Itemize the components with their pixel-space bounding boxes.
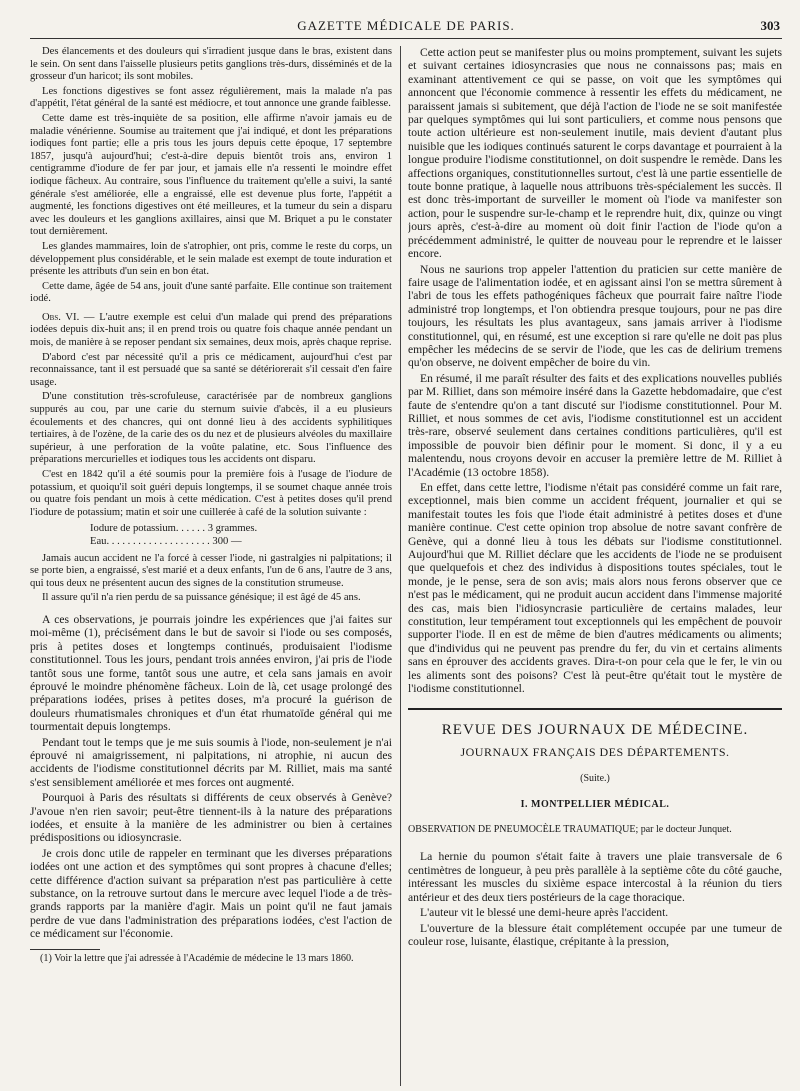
observation-label: Obs. VI. (42, 311, 80, 323)
paragraph: En effet, dans cette lettre, l'iodisme n'était pas considéré comme un fait rare, exceptionnel, mais bien comme un accident fréquent, journalier et qui se manifestait toutes les fois que l'iode était administré à petites doses et d'une manière continue. C'est cette opinion trop absolue de notre savant confrère de Genève, qui a donné lieu à tous les débats sur l'iodisme constitutionnel. Aujourd'hui que M. Rilliet déclare que les accidents de l'iode ne se produisent que quelquefois et chez des individus à dispositions toutes spéciales, tout le monde, je le pense, sera de son avis; mais alors nous ferons observer que ce n'est pas le médicament, qui ne produit aucun accident dans l'immense majorité des cas, mais bien l'idiosyncrasie particulière de certains malades, leur constitution, leur tempérament tout exceptionnels qui les empêchent de pouvoir supporter l'iode. Il en est de même de bien d'autres médicaments ou aliments; que d'individus qui ne peuvent pas prendre du fer, du vin et certains aliments sans en éprouver des accidents graves. Dira-t-on pour cela que le fer, le vin ou les aliments sont des poisons? C'est là peut-être qu'était tout le mystère de l'iodisme constitutionnel. (408, 481, 782, 696)
page-header (30, 16, 782, 39)
formula-line: Eau. . . . . . . . . . . . . . . . . . . . 300 — (90, 535, 242, 547)
paragraph: C'est en 1842 qu'il a été soumis pour la première fois à l'usage de l'iodure de potassium, et quoiqu'il soit guéri depuis longtemps, il se soumet chaque année trois ou quatre fois pendant un mois à cette médication. C'est à petites doses qu'il prend l'iodure de potassium; matin et soir une cuillerée à café de la solution suivante : (30, 469, 392, 518)
paragraph: D'une constitution très-scrofuleuse, caractérisée par de nombreux ganglions suppurés au cou, par une carie du sternum suivie d'abcès, il a eu plusieurs écoulements et des chancres, qui ont donné lieu à des accidents syphilitiques tertiaires, à de l'ozène, de la carie des os du nez et de plusieurs alvéoles du maxillaire supérieur, à une perforation de la voûte palatine, etc. Sous l'influence des préparations mercurielles et iodiques tous les accidents ont disparu. (30, 391, 392, 466)
paragraph: Les fonctions digestives se font assez régulièrement, mais la malade n'a pas d'appétit, l'état général de la santé est médiocre, et tout annonce une grande faiblesse. (30, 85, 392, 110)
column-divider (400, 46, 401, 1086)
right-column (408, 46, 782, 1086)
paragraph: Il assure qu'il n'a rien perdu de sa puissance génésique; il est âgé de 45 ans. (42, 592, 361, 604)
paragraph: D'abord c'est par nécessité qu'il a pris ce médicament, aujourd'hui c'est par reconnaissance, tant il est persuadé que sa santé se détériorerait s'il cessait d'en faire usage. (30, 351, 392, 388)
journal-title: GAZETTE MÉDICALE DE PARIS. (297, 18, 515, 33)
paragraph: Cette dame, âgée de 54 ans, jouit d'une santé parfaite. Elle continue son traitement iodé. (30, 280, 392, 305)
left-column (30, 46, 392, 1086)
observation-heading: OBSERVATION DE PNEUMOCÈLE TRAUMATIQUE; par le docteur Junquet. (408, 823, 732, 835)
continued-note: (Suite.) (580, 772, 610, 784)
paragraph: Pendant tout le temps que je me suis soumis à l'iode, non-seulement je n'ai éprouvé ni amaigrissement, ni palpitations, ni atrophie, ni aucun des accidents de l'iodisme constitutionnel décrits par M. Rilliet, mais ma santé s'est sensiblement améliorée et mes forces ont augmenté. (30, 735, 392, 789)
paragraph: Je crois donc utile de rappeler en terminant que les diverses préparations iodées ont une action et des symptômes qui sont propres à chacune d'elles; cette différence d'action suivant sa préparation n'est pas particulière à cette substance, on la retrouve surtout dans le mercure avec lequel l'iode a de très-grands rapports par la manière d'agir. Mais un point qu'il ne faut jamais perdre de vue dans l'administration des préparations iodées, c'est l'action de ce médicament sur l'économie. (30, 846, 392, 941)
formula-line: Iodure de potassium. . . . . . 3 grammes. (90, 523, 258, 535)
paragraph: A ces observations, je pourrais joindre les expériences que j'ai faites sur moi-même (1), précisément dans le but de savoir si l'iode ou ses composés, pris à petites doses et longtemps continués, produisaient l'iodisme constitutionnel. Tous les jours, pendant trois années environ, j'ai pris de l'iode tantôt sous une forme, tantôt sous une autre, et cela sans jamais en avoir éprouvé le moindre phénomène fâcheux. Loin de là, cet usage prolongé des préparations iodées, prises à petites doses, m'a procuré la guérison de douleurs rhumatismales chroniques et d'un état rhumatoïde général qui me tourmentait depuis longtemps. (30, 612, 392, 734)
section-subtitle: JOURNAUX FRANÇAIS DES DÉPARTEMENTS. (460, 745, 730, 760)
prescription-formula (90, 523, 392, 548)
observation-text: — L'autre exemple est celui d'un malade qui prend des préparations iodées depuis dix-huit ans; il en prend trois ou quatre fois chaque année pendant un mois, de manière à se reposer pendant six semaines, deux mois, après chaque reprise. (30, 311, 392, 349)
paragraph: Jamais aucun accident ne l'a forcé à cesser l'iode, ni gastralgies ni palpitations; il se porte bien, a engraissé, s'est marié et a deux enfants, l'un de 6 ans, l'autre de 3 ans, qui tous deux ne présentent aucun des signes de la constitution strumeuse. (30, 552, 392, 589)
paragraph: Cette action peut se manifester plus ou moins promptement, suivant les sujets et suivant certaines idiosyncrasies que nous ne connaissons pas; mais en examinant attentivement ce qui se passe, on voit que les symptômes qui annoncent que l'économie commence à ressentir les effets du médicament, ne paraissent jamais si subitement, que déjà l'action de l'iode ne se soit manifestée par quelques symptômes qui lui sont particuliers, et comme nous pensons que toute action ultérieure est non-seulement inutile, mais devient d'autant plus nuisible que les iodiques continués saturent le corps davantage et pourraient à la longue produire l'iodisme constitutionnel, on doit suspendre le remède. Dans les affections organiques, constitutionnelles surtout, c'est là une partie essentielle de toute bonne pratique, à laquelle nous attribuons très-spécialement les succès. Il est donc très-important de surveiller le moment où l'iode va manifester son action, pour le suspendre sur-le-champ et le reprendre huit, dix, quinze ou vingt jours après, c'est-à-dire au moment où doit finir l'action de l'iode qu'on a précédemment administré, le quitter de nouveau pour le reprendre et le laisser encore. (408, 46, 782, 261)
footnote: (1) Voir la lettre que j'ai adressée à l'Académie de médecine le 13 mars 1860. (40, 952, 354, 964)
section-title: REVUE DES JOURNAUX DE MÉDECINE. (441, 721, 749, 738)
journal-heading: I. MONTPELLIER MÉDICAL. (520, 799, 670, 811)
paragraph: Des élancements et des douleurs qui s'irradient jusque dans le bras, existent dans le sein. On sent dans l'aisselle plusieurs petits ganglions très-durs, disséminés et de la grosseur d'un haricot; ils sont mobiles. (30, 46, 392, 83)
footnote-separator (30, 949, 100, 950)
paragraph: Nous ne saurions trop appeler l'attention du praticien sur cette manière de faire usage de l'alimentation iodée, et en agissant ainsi l'on se mettra sûrement à l'abri de tous les effets pathogéniques fâcheux que pourrait faire naître l'iode administré trop longtemps, et l'on obtiendra presque toujours, pour ne pas dire toujours, les résultats les plus avantageux, sans jamais arriver à l'iodisme constitutionnel, qui, en résumé, est une exception si rare qu'elle ne doit pas plus empêcher les médecins de se servir de l'iode, que les cas de delirium tremens qu'on observe, ne doivent empêcher de boire du vin. (408, 262, 782, 370)
observation-paragraph (30, 312, 392, 350)
section-divider (408, 708, 782, 710)
paragraph: L'auteur vit le blessé une demi-heure après l'accident. (420, 906, 669, 920)
paragraph: Les glandes mammaires, loin de s'atrophier, ont pris, comme le reste du corps, un développement plus considérable, et le sein malade est exempt de toute induration et présente les attributs d'un sein en bon état. (30, 240, 392, 278)
paragraph: Cette dame est très-inquiète de sa position, elle affirme n'avoir jamais eu de maladie vénérienne. Soumise au traitement que j'ai indiqué, et dont les préparations iodiques font partie; elle a pris tous les jours depuis cette époque, 17 septembre 1857, jusqu'à aujourd'hui; c'est-à-dire depuis bientôt trois ans, environ 1 centigramme d'iodure de fer par jour, et jamais elle n'a ressenti le moindre effet iodique fâcheux. Au contraire, sous l'influence du traitement qu'elle a suivi, la santé générale s'est améliorée, elle a engraissé, elle est devenue plus forte, l'appétit a augmenté, les fonctions digestives ont été meilleures, et la tumeur du sein a disparu avec les douleurs et les ganglions axillaires, ainsi que M. Briquet a pu le constater tout dernièrement. (30, 112, 392, 238)
paragraph: En résumé, il me paraît résulter des faits et des explications nouvelles publiés par M. Rilliet, dans son mémoire inséré dans la Gazette hebdomadaire, que c'est faute de s'entendre qu'on a tant discuté sur l'iodisme constitutionnel. Pour M. Rilliet, et nous sommes de cet avis, l'iodisme constitutionnel est un accident très-rare, observé seulement dans certaines conditions particulières, qu'il est impossible de pouvoir bien définir pour le moment. Si donc, il y a eu malentendu, nous croyons devoir en accuser la première lettre de M. Rilliet à l'Académie (13 octobre 1858). (408, 371, 782, 479)
paragraph: Pourquoi à Paris des résultats si différents de ceux observés à Genève? J'avoue n'en rien savoir; peut-être tiennent-ils à la nature des préparations iodées, et ensuite à la manière de les administrer ou bien à certaines prédispositions ou idiosyncrasie. (30, 791, 392, 845)
paragraph: La hernie du poumon s'était faite à travers une plaie transversale de 6 centimètres de longueur, à peu près parallèle à la septième côte du côté gauche, intéressant les muscles du sixième espace intercostal à la réunion du tiers antérieur et des deux tiers postérieurs de la cage thoracique. (408, 850, 782, 904)
paragraph: L'ouverture de la blessure était complétement occupée par une tumeur de couleur rose, luisante, élastique, crépitante à la pression, (408, 921, 782, 948)
page-number: 303 (760, 18, 780, 33)
